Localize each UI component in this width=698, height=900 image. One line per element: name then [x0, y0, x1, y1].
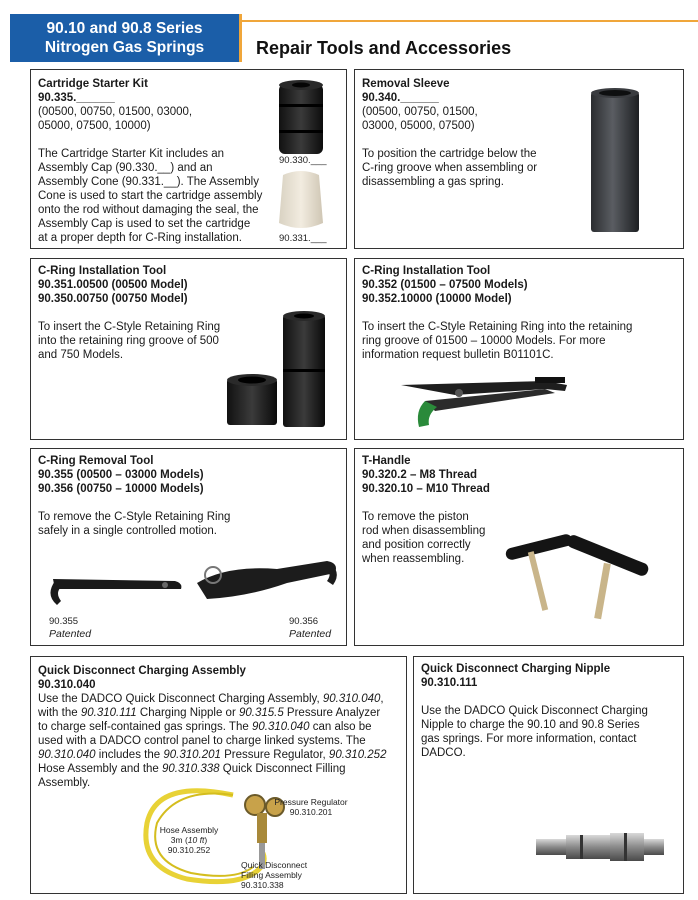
- cartridge-kit-part: 90.335.______: [38, 92, 115, 104]
- qd-nipple-desc-2: Nipple to charge the 90.10 and 90.8 Series: [421, 719, 640, 731]
- removal-sleeve-desc-1: To position the cartridge below the: [362, 148, 537, 160]
- removal-sleeve-title: Removal Sleeve: [362, 78, 450, 90]
- cartridge-kit-variants-1: (00500, 00750, 01500, 03000,: [38, 106, 193, 118]
- cring-removal-left-note: Patented: [49, 628, 92, 640]
- cring-removal-desc-1: To remove the C-Style Retaining Ring: [38, 511, 231, 523]
- panel-cring-removal: [30, 448, 347, 646]
- qd-assembly-line-7: Assembly.: [38, 777, 91, 789]
- panel-removal-sleeve: [354, 69, 684, 249]
- removal-sleeve-image: [585, 84, 645, 240]
- t-handle-title: T-Handle: [362, 455, 411, 467]
- callout-filling-assembly: Quick Disconnect Filling Assembly 90.310.338: [241, 860, 308, 890]
- cartridge-kit-title: Cartridge Starter Kit: [38, 78, 148, 90]
- qd-assembly-part: 90.310.040: [38, 679, 96, 691]
- qd-nipple-image: [530, 827, 670, 867]
- qd-assembly-line-3: to charge self-contained gas springs. The 90.310.040 can also be: [38, 721, 372, 733]
- qd-assembly-line-1: Use the DADCO Quick Disconnect Charging Assembly, 90.310.040,: [38, 693, 384, 705]
- cring-install-large-part-1: 90.352 (01500 – 07500 Models): [362, 279, 528, 291]
- cring-install-small-image: [221, 309, 341, 431]
- cring-removal-left-label: 90.355: [49, 616, 79, 627]
- cring-install-pliers-image: [395, 371, 575, 435]
- qd-assembly-line-5: 90.310.040 includes the 90.310.201 Pressure Regulator, 90.310.252: [38, 749, 387, 761]
- removal-sleeve-variants-2: 03000, 05000, 07500): [362, 120, 475, 132]
- cartridge-kit-desc-3: Assembly Cone (90.331.__). The Assembly: [38, 176, 259, 188]
- removal-sleeve-part: 90.340.______: [362, 92, 439, 104]
- cring-removal-right-label: 90.356: [289, 616, 319, 627]
- qd-assembly-line-4: used with a DADCO control panel to charge linked systems. The: [38, 735, 366, 747]
- cring-install-large-desc-3: information request bulletin B01101C.: [362, 349, 554, 361]
- qd-nipple-desc-4: DADCO.: [421, 747, 466, 759]
- panel-cring-install-large: [354, 258, 684, 440]
- assembly-cone-image: [271, 167, 331, 235]
- series-line-2: Nitrogen Gas Springs: [44, 39, 205, 56]
- assembly-cone-label: 90.331.___: [279, 233, 327, 244]
- series-tab: [10, 14, 242, 62]
- panel-cring-install-small: [30, 258, 347, 440]
- qd-assembly-title: Quick Disconnect Charging Assembly: [38, 665, 246, 677]
- panel-t-handle: [354, 448, 684, 646]
- panel-qd-charging-nipple: [413, 656, 684, 894]
- cartridge-kit-desc-1: The Cartridge Starter Kit includes an: [38, 148, 225, 160]
- cring-install-small-desc-3: and 750 Models.: [38, 349, 124, 361]
- t-handle-image: [495, 515, 675, 627]
- cartridge-kit-desc-6: Assembly Cap is used to set the cartridge: [38, 218, 251, 230]
- t-handle-desc-4: when reassembling.: [362, 553, 465, 565]
- cring-removal-part-1: 90.355 (00500 – 03000 Models): [38, 469, 204, 481]
- panel-cartridge-starter-kit: [30, 69, 347, 249]
- qd-assembly-line-2: with the 90.310.111 Charging Nipple or 90.315.5 Pressure Analyzer: [38, 707, 381, 719]
- panel-qd-charging-assembly: [30, 656, 407, 894]
- cartridge-kit-desc-2: Assembly Cap (90.330.__) and an: [38, 162, 213, 174]
- cring-install-large-desc-1: To insert the C-Style Retaining Ring into the retaining: [362, 321, 633, 333]
- t-handle-part-1: 90.320.2 – M8 Thread: [362, 469, 478, 481]
- page-title: Repair Tools and Accessories: [256, 38, 512, 58]
- cartridge-kit-variants-2: 05000, 07500, 10000): [38, 120, 151, 132]
- removal-sleeve-variants-1: (00500, 00750, 01500,: [362, 106, 478, 118]
- callout-hose-assembly: Hose Assembly 3m (10 ft) 90.310.252: [159, 825, 219, 855]
- removal-sleeve-desc-2: C-ring groove when assembling or: [362, 162, 538, 174]
- cring-install-small-part-1: 90.351.00500 (00500 Model): [38, 279, 188, 291]
- cring-removal-right-note: Patented: [289, 628, 332, 640]
- cring-removal-title: C-Ring Removal Tool: [38, 455, 154, 467]
- cring-install-small-desc-1: To insert the C-Style Retaining Ring: [38, 321, 221, 333]
- removal-sleeve-desc-3: disassembling a gas spring.: [362, 176, 504, 188]
- cring-removal-tool-small-image: [47, 559, 187, 615]
- title-rule: [242, 20, 698, 22]
- t-handle-desc-1: To remove the piston: [362, 511, 469, 523]
- qd-nipple-title: Quick Disconnect Charging Nipple: [421, 663, 611, 675]
- qd-nipple-desc-3: gas springs. For more information, contact: [421, 733, 637, 745]
- cring-install-large-part-2: 90.352.10000 (10000 Model): [362, 293, 512, 305]
- cring-removal-tool-large-image: [187, 553, 343, 615]
- cring-install-small-title: C-Ring Installation Tool: [38, 265, 167, 277]
- series-line-1: 90.10 and 90.8 Series: [46, 20, 203, 37]
- assembly-cap-image: [271, 78, 331, 160]
- cring-removal-part-2: 90.356 (00750 – 10000 Models): [38, 483, 204, 495]
- cring-install-small-desc-2: into the retaining ring groove of 500: [38, 335, 219, 347]
- cring-removal-desc-2: safely in a single controlled motion.: [38, 525, 217, 537]
- t-handle-desc-2: rod when disassembling: [362, 525, 486, 537]
- cartridge-kit-desc-4: Cone is used to start the cartridge assembly: [38, 190, 263, 202]
- t-handle-desc-3: and position correctly: [362, 539, 471, 551]
- cring-install-large-desc-2: ring groove of 01500 – 10000 Models. For more: [362, 335, 606, 347]
- assembly-cap-label: 90.330.___: [279, 155, 327, 166]
- cring-install-large-title: C-Ring Installation Tool: [362, 265, 491, 277]
- cring-install-small-part-2: 90.350.00750 (00750 Model): [38, 293, 188, 305]
- cartridge-kit-desc-5: onto the rod without damaging the seal, the: [38, 204, 259, 216]
- qd-assembly-line-6: Hose Assembly and the 90.310.338 Quick Disconnect Filling: [38, 763, 346, 775]
- qd-nipple-desc-1: Use the DADCO Quick Disconnect Charging: [421, 705, 648, 717]
- t-handle-part-2: 90.320.10 – M10 Thread: [362, 483, 490, 495]
- qd-nipple-part: 90.310.111: [421, 677, 478, 689]
- cartridge-kit-desc-7: at a proper depth for C-Ring installation.: [38, 232, 242, 244]
- callout-pressure-regulator: Pressure Regulator 90.310.201: [274, 797, 348, 817]
